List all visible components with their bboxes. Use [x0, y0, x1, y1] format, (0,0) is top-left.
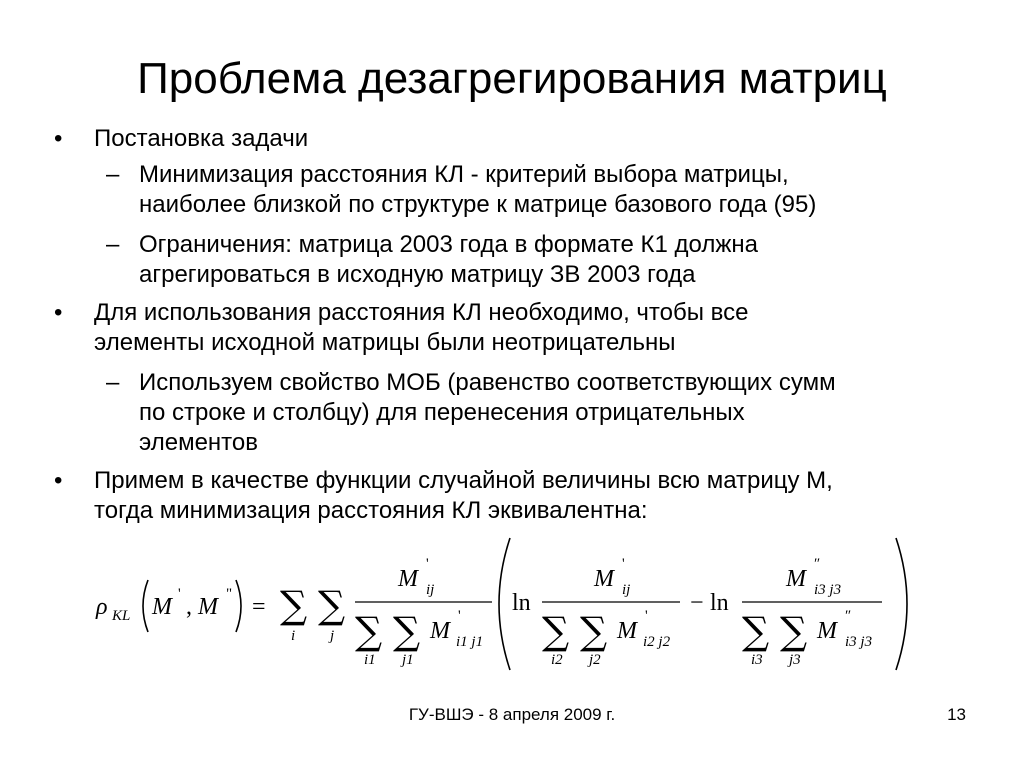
frac2-denominator-m: M: [617, 618, 637, 644]
formula-big-left-paren: [499, 538, 510, 670]
frac2-numerator-prime: ': [622, 556, 625, 572]
frac2-sum-i2: ∑: [542, 609, 570, 653]
bullet-line: элементы исходной матрицы были неотрицательны: [94, 329, 676, 356]
frac1-numerator-prime: ': [426, 556, 429, 572]
frac3-numerator-sub: i3 j3: [814, 582, 842, 598]
bullet-marker: •: [54, 125, 63, 152]
bullet-item: [54, 466, 833, 526]
frac2-sum-i2-index: i2: [551, 652, 563, 668]
formula-equals: =: [252, 594, 266, 620]
sub-item-line: Минимизация расстояния КЛ - критерий выбора матрицы,: [139, 161, 789, 188]
bullet-line: Постановка задачи: [94, 125, 309, 152]
frac2-numerator-m: M: [594, 566, 614, 592]
sub-item: [106, 160, 817, 220]
frac1-sum-j1-index: j1: [402, 652, 414, 668]
bullet-item: [54, 124, 309, 154]
page-number: 13: [947, 705, 966, 724]
frac1-sum-i1-index: i1: [364, 652, 376, 668]
frac1-sum-i1: ∑: [355, 609, 383, 653]
formula-sum-j-index: j: [330, 628, 335, 644]
sub-item-line: Ограничения: матрица 2003 года в формате К1 должна: [139, 231, 758, 258]
slide-title: Проблема дезагрегирования матриц: [137, 54, 887, 103]
frac2-denominator-sub: i2 j2: [643, 634, 671, 650]
bullet-marker: •: [54, 467, 63, 494]
frac3-denominator-prime: ″: [845, 608, 852, 624]
footer-text: ГУ-ВШЭ - 8 апреля 2009 г.: [408, 705, 616, 724]
frac1-numerator-sub: ij: [426, 582, 435, 598]
bullet-line: тогда минимизация расстояния КЛ эквивалентна:: [94, 497, 648, 524]
formula-rho: ρ: [96, 594, 108, 620]
formula-right-paren: [236, 580, 241, 632]
formula-arg2-prime: ": [226, 586, 233, 602]
frac2-denominator-prime: ': [645, 608, 648, 624]
bullet-line: Примем в качестве функции случайной величины всю матрицу М,: [94, 467, 833, 494]
bullet-item: [54, 298, 749, 358]
frac2-numerator-sub: ij: [622, 582, 631, 598]
frac1-sum-j1: ∑: [393, 609, 421, 653]
sub-item-line: агрегироваться в исходную матрицу ЗВ 2003 года: [139, 261, 696, 288]
bullet-line: Для использования расстояния КЛ необходимо, чтобы все: [94, 299, 749, 326]
formula-big-right-paren: [896, 538, 907, 670]
frac3-numerator-prime: ″: [814, 556, 821, 572]
sub-item: [106, 230, 758, 290]
frac3-sum-j3-index: j3: [789, 652, 801, 668]
formula-rho-subscript: KL: [112, 608, 131, 624]
frac2-sum-j2-index: j2: [589, 652, 601, 668]
sub-item: [106, 368, 836, 458]
frac1-denominator-prime: ': [458, 608, 461, 624]
sub-item-line: наиболее близкой по структуре к матрице базового года (95): [139, 191, 817, 218]
formula-arg1: M: [152, 594, 172, 620]
formula-comma: ,: [186, 594, 192, 620]
formula-ln-1: ln: [512, 590, 531, 616]
dash-marker: –: [106, 369, 120, 396]
kl-distance-formula: [90, 534, 920, 674]
frac1-denominator-sub: i1 j1: [456, 634, 484, 650]
formula-ln-2: ln: [710, 590, 729, 616]
frac3-denominator-sub: i3 j3: [845, 634, 873, 650]
dash-marker: –: [106, 231, 120, 258]
sub-item-line: элементов: [139, 429, 258, 456]
formula-left-paren: [143, 580, 148, 632]
formula-minus: −: [690, 590, 704, 616]
frac3-sum-i3: ∑: [742, 609, 770, 653]
formula-arg2: M: [198, 594, 218, 620]
frac2-sum-j2: ∑: [580, 609, 608, 653]
frac3-sum-j3: ∑: [780, 609, 808, 653]
frac3-numerator-m: M: [786, 566, 806, 592]
formula-arg1-prime: ': [178, 586, 181, 602]
formula-sum-i-index: i: [291, 628, 296, 644]
frac1-numerator-m: M: [398, 566, 418, 592]
sub-item-line: Используем свойство МОБ (равенство соответствующих сумм: [139, 369, 836, 396]
formula-sum-j: ∑: [318, 583, 346, 627]
sub-item-line: по строке и столбцу) для перенесения отрицательных: [139, 399, 745, 426]
formula-sum-i: ∑: [280, 583, 308, 627]
bullet-marker: •: [54, 299, 63, 326]
frac3-sum-i3-index: i3: [751, 652, 763, 668]
dash-marker: –: [106, 161, 120, 188]
frac1-denominator-m: M: [430, 618, 450, 644]
frac3-denominator-m: M: [817, 618, 837, 644]
